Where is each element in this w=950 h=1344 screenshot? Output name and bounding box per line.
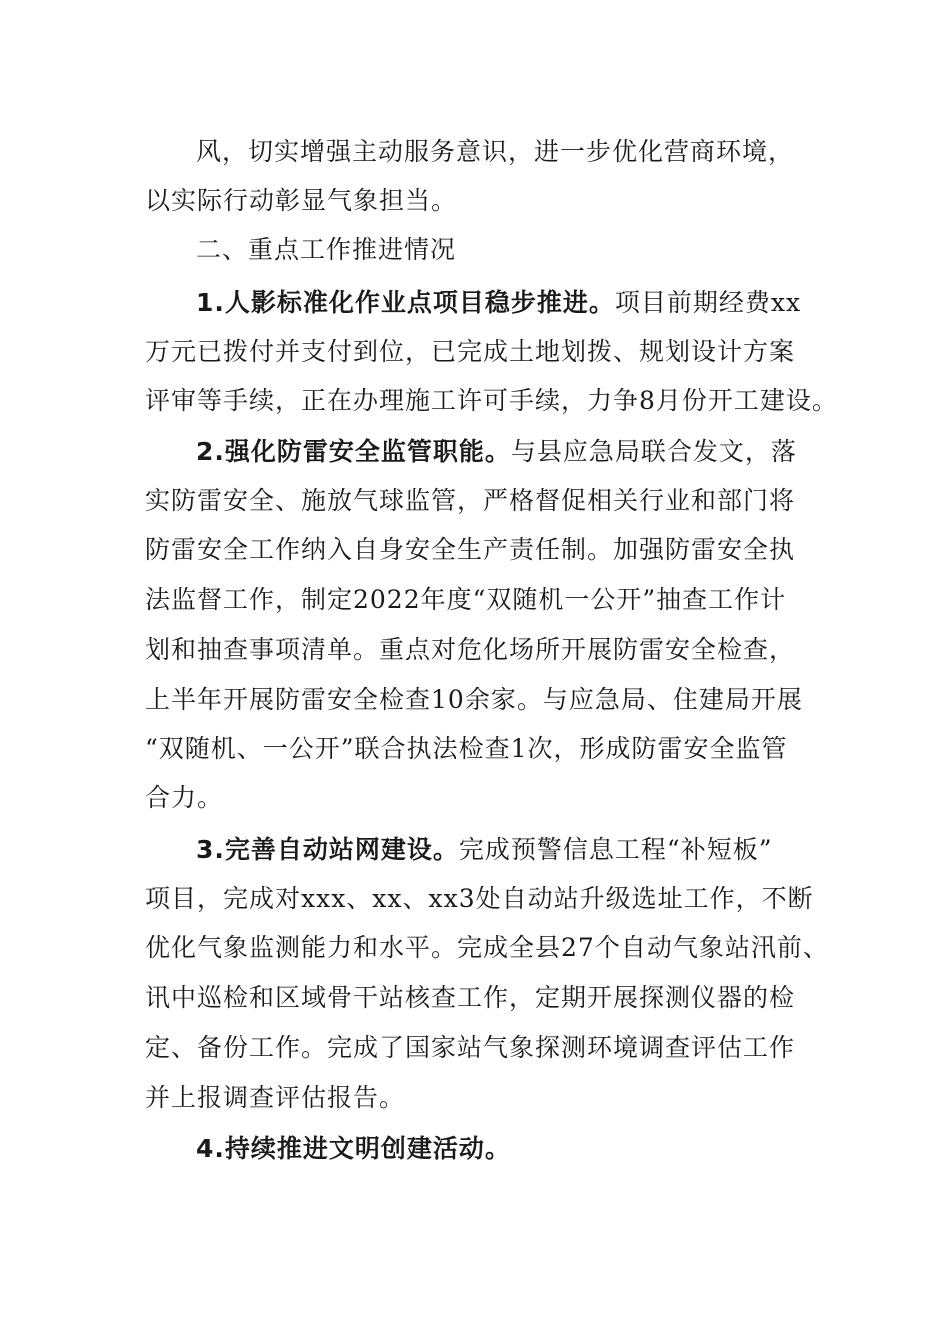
item2-title: 2.强化防雷安全监管职能。 [196, 437, 511, 466]
item2-line-1-text: 与县应急局联合发文，落 [510, 437, 797, 466]
item2-line-4: 法监督工作，制定2022年度“双随机一公开”抽查工作计 [145, 585, 787, 614]
item3-line-4: 讯中巡检和区域骨干站核查工作，定期开展探测仪器的检 [145, 983, 796, 1012]
item2-line-5: 划和抽查事项清单。重点对危化场所开展防雷安全检查， [145, 635, 796, 664]
item1-line-1 [196, 285, 801, 321]
item2-line-3: 防雷安全工作纳入自身安全生产责任制。加强防雷安全执 [145, 535, 796, 564]
item3-line-2: 项目，完成对xxx、xx、xx3处自动站升级选址工作，不断 [145, 884, 814, 913]
item1-line-1-text: 项目前期经费xx [614, 288, 802, 317]
item3-line-3: 优化气象监测能力和水平。完成全县27个自动气象站汛前、 [145, 933, 829, 962]
item4-title: 4.持续推进文明创建活动。 [196, 1134, 511, 1163]
item2-line-6: 上半年开展防雷安全检查10余家。与应急局、住建局开展 [145, 685, 803, 714]
item3-title: 3.完善自动站网建设。 [196, 835, 459, 864]
item2-line-2: 实防雷安全、施放气球监管，严格督促相关行业和部门将 [145, 486, 796, 515]
item4-line-1 [196, 1131, 511, 1167]
item3-line-5: 定、备份工作。完成了国家站气象探测环境调查评估工作 [145, 1033, 796, 1062]
item1-line-3: 评审等手续，正在办理施工许可手续，力争8月份开工建设。 [145, 386, 838, 415]
item2-line-8: 合力。 [145, 783, 224, 812]
item1-line-2: 万元已拨付并支付到位，已完成土地划拨、规划设计方案 [145, 337, 796, 366]
item3-line-6: 并上报调查评估报告。 [145, 1083, 406, 1112]
intro-line-2: 以实际行动彰显气象担当。 [145, 186, 458, 215]
item2-line-1 [196, 434, 797, 470]
item3-line-1-text: 完成预警信息工程“补短板” [458, 835, 773, 864]
section-heading: 二、重点工作推进情况 [196, 235, 457, 264]
item2-line-7: “双随机、一公开”联合执法检查1次，形成防雷安全监管 [145, 734, 788, 763]
item1-title: 1.人影标准化作业点项目稳步推进。 [196, 288, 615, 317]
intro-line-1: 风，切实增强主动服务意识，进一步优化营商环境， [196, 137, 795, 166]
item3-line-1 [196, 832, 772, 868]
